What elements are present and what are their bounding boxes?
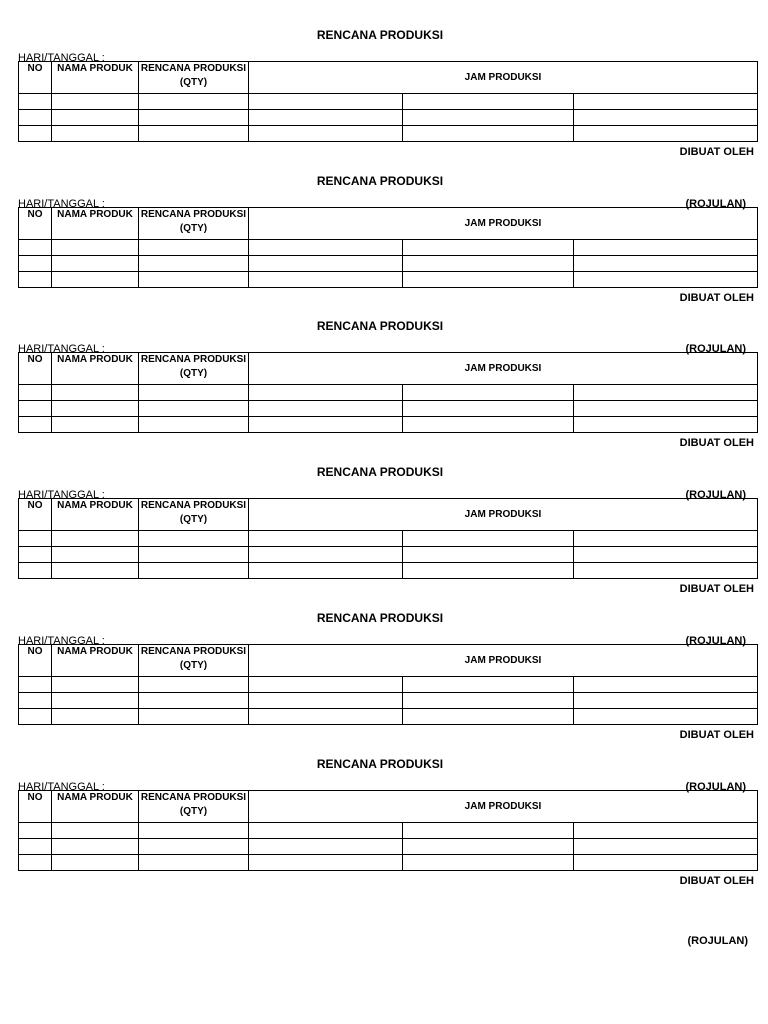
column-header-jam-produksi: JAM PRODUKSI: [249, 791, 758, 823]
production-table: [18, 644, 757, 728]
column-header-nama-produk: NAMA PRODUK: [52, 791, 139, 823]
table-cell[interactable]: [574, 677, 758, 693]
table-cell[interactable]: [139, 126, 249, 142]
table-cell[interactable]: [574, 709, 758, 725]
column-header-jam-produksi: JAM PRODUKSI: [249, 208, 758, 240]
column-header-rencana-qty: RENCANA PRODUKSI (QTY): [139, 499, 249, 531]
section-title: RENCANA PRODUKSI: [316, 611, 444, 625]
table-cell[interactable]: [249, 417, 403, 433]
table-cell[interactable]: [139, 110, 249, 126]
table-cell[interactable]: [52, 677, 139, 693]
table-cell[interactable]: [139, 709, 249, 725]
section-title: RENCANA PRODUKSI: [316, 465, 444, 479]
table-row: [19, 256, 758, 272]
table-row: [19, 693, 758, 709]
table-cell[interactable]: [139, 823, 249, 839]
table-cell[interactable]: [249, 677, 403, 693]
column-header-nama-produk: NAMA PRODUK: [52, 645, 139, 677]
table-cell[interactable]: [139, 839, 249, 855]
rojulan-label: (ROJULAN): [685, 198, 746, 210]
table-cell[interactable]: [139, 677, 249, 693]
table-cell[interactable]: [19, 94, 52, 110]
table-cell[interactable]: [19, 417, 52, 433]
table-cell[interactable]: [249, 401, 403, 417]
column-header-jam-produksi: JAM PRODUKSI: [249, 353, 758, 385]
table-cell[interactable]: [249, 94, 403, 110]
section-title: RENCANA PRODUKSI: [316, 28, 444, 42]
table-cell[interactable]: [403, 256, 574, 272]
column-header-rencana-qty: RENCANA PRODUKSI (QTY): [139, 791, 249, 823]
table-row: [19, 547, 758, 563]
table-cell[interactable]: [574, 823, 758, 839]
table-cell[interactable]: [139, 855, 249, 871]
column-header-jam-produksi: JAM PRODUKSI: [249, 62, 758, 94]
dibuat-oleh-label: DIBUAT OLEH: [679, 146, 754, 158]
table-cell[interactable]: [19, 709, 52, 725]
table-cell[interactable]: [403, 839, 574, 855]
table-cell[interactable]: [139, 256, 249, 272]
table-cell[interactable]: [403, 110, 574, 126]
table-cell[interactable]: [249, 709, 403, 725]
date-label: HARI/TANGGAL :: [18, 489, 105, 501]
production-plan-section: [0, 611, 768, 757]
date-label: HARI/TANGGAL :: [18, 198, 105, 210]
table-cell[interactable]: [52, 401, 139, 417]
table-cell[interactable]: [403, 563, 574, 579]
column-header-nama-produk: NAMA PRODUK: [52, 208, 139, 240]
table-cell[interactable]: [249, 693, 403, 709]
table-row: [19, 126, 758, 142]
table-cell[interactable]: [403, 709, 574, 725]
table-cell[interactable]: [139, 385, 249, 401]
rojulan-label: (ROJULAN): [685, 489, 746, 501]
table-cell[interactable]: [403, 94, 574, 110]
table-row: [19, 839, 758, 855]
table-row: [19, 677, 758, 693]
production-plan-section: [0, 28, 768, 174]
table-cell[interactable]: [52, 823, 139, 839]
column-header-nama-produk: NAMA PRODUK: [52, 353, 139, 385]
table-cell[interactable]: [139, 531, 249, 547]
rojulan-label: (ROJULAN): [685, 343, 746, 355]
table-cell[interactable]: [19, 272, 52, 288]
column-header-rencana-qty: RENCANA PRODUKSI (QTY): [139, 62, 249, 94]
table-cell[interactable]: [403, 272, 574, 288]
table-row: [19, 272, 758, 288]
dibuat-oleh-label: DIBUAT OLEH: [679, 292, 754, 304]
table-cell[interactable]: [249, 272, 403, 288]
table-cell[interactable]: [403, 855, 574, 871]
table-cell[interactable]: [574, 401, 758, 417]
table-cell[interactable]: [19, 839, 52, 855]
table-cell[interactable]: [52, 855, 139, 871]
production-plan-section: [0, 757, 768, 903]
table-cell[interactable]: [52, 256, 139, 272]
table-cell[interactable]: [574, 110, 758, 126]
section-title: RENCANA PRODUKSI: [316, 319, 444, 333]
table-row: [19, 709, 758, 725]
table-cell[interactable]: [574, 256, 758, 272]
table-cell[interactable]: [52, 110, 139, 126]
table-cell[interactable]: [574, 531, 758, 547]
table-cell[interactable]: [52, 547, 139, 563]
date-label: HARI/TANGGAL :: [18, 635, 105, 647]
table-cell[interactable]: [19, 823, 52, 839]
final-rojulan-label: (ROJULAN): [687, 935, 748, 947]
table-cell[interactable]: [19, 547, 52, 563]
table-row: [19, 823, 758, 839]
table-cell[interactable]: [574, 385, 758, 401]
table-cell[interactable]: [574, 240, 758, 256]
table-cell[interactable]: [52, 531, 139, 547]
table-cell[interactable]: [19, 110, 52, 126]
column-header-nama-produk: NAMA PRODUK: [52, 62, 139, 94]
column-header-rencana-qty: RENCANA PRODUKSI (QTY): [139, 645, 249, 677]
date-label: HARI/TANGGAL :: [18, 52, 105, 64]
table-cell[interactable]: [249, 563, 403, 579]
table-cell[interactable]: [19, 401, 52, 417]
column-header-rencana-qty: RENCANA PRODUKSI (QTY): [139, 353, 249, 385]
column-header-no: NO: [19, 645, 52, 677]
table-cell[interactable]: [574, 94, 758, 110]
table-cell[interactable]: [249, 126, 403, 142]
table-row: [19, 563, 758, 579]
production-plan-section: [0, 174, 768, 320]
table-cell[interactable]: [249, 240, 403, 256]
column-header-no: NO: [19, 353, 52, 385]
dibuat-oleh-label: DIBUAT OLEH: [679, 875, 754, 887]
production-table: [18, 790, 757, 874]
table-cell[interactable]: [139, 547, 249, 563]
production-table: [18, 498, 757, 582]
production-table: [18, 207, 757, 291]
table-cell[interactable]: [574, 417, 758, 433]
table-cell[interactable]: [403, 693, 574, 709]
table-cell[interactable]: [19, 126, 52, 142]
column-header-jam-produksi: JAM PRODUKSI: [249, 645, 758, 677]
table-cell[interactable]: [52, 563, 139, 579]
table-row: [19, 240, 758, 256]
table-cell[interactable]: [52, 709, 139, 725]
table-cell[interactable]: [574, 563, 758, 579]
table-cell[interactable]: [139, 240, 249, 256]
column-header-no: NO: [19, 791, 52, 823]
table-cell[interactable]: [574, 272, 758, 288]
production-plan-section: [0, 465, 768, 611]
table-cell[interactable]: [52, 240, 139, 256]
table-cell[interactable]: [52, 693, 139, 709]
table-cell[interactable]: [403, 823, 574, 839]
column-header-no: NO: [19, 62, 52, 94]
dibuat-oleh-label: DIBUAT OLEH: [679, 729, 754, 741]
table-cell[interactable]: [403, 240, 574, 256]
table-cell[interactable]: [19, 693, 52, 709]
table-row: [19, 417, 758, 433]
table-cell[interactable]: [52, 94, 139, 110]
table-cell[interactable]: [249, 839, 403, 855]
table-cell[interactable]: [19, 385, 52, 401]
column-header-jam-produksi: JAM PRODUKSI: [249, 499, 758, 531]
dibuat-oleh-label: DIBUAT OLEH: [679, 583, 754, 595]
date-label: HARI/TANGGAL :: [18, 343, 105, 355]
rojulan-label: (ROJULAN): [685, 635, 746, 647]
table-cell[interactable]: [574, 126, 758, 142]
dibuat-oleh-label: DIBUAT OLEH: [679, 437, 754, 449]
table-cell[interactable]: [403, 547, 574, 563]
table-cell[interactable]: [139, 693, 249, 709]
table-cell[interactable]: [403, 531, 574, 547]
table-cell[interactable]: [52, 385, 139, 401]
table-cell[interactable]: [19, 563, 52, 579]
table-cell[interactable]: [52, 839, 139, 855]
table-row: [19, 855, 758, 871]
table-cell[interactable]: [574, 693, 758, 709]
table-row: [19, 401, 758, 417]
column-header-nama-produk: NAMA PRODUK: [52, 499, 139, 531]
table-row: [19, 531, 758, 547]
table-cell[interactable]: [403, 385, 574, 401]
table-row: [19, 385, 758, 401]
table-cell[interactable]: [574, 855, 758, 871]
table-row: [19, 94, 758, 110]
production-plan-section: [0, 319, 768, 465]
table-cell[interactable]: [249, 855, 403, 871]
table-cell[interactable]: [574, 547, 758, 563]
table-cell[interactable]: [249, 110, 403, 126]
date-label: HARI/TANGGAL :: [18, 781, 105, 793]
section-title: RENCANA PRODUKSI: [316, 757, 444, 771]
table-cell[interactable]: [249, 385, 403, 401]
column-header-rencana-qty: RENCANA PRODUKSI (QTY): [139, 208, 249, 240]
table-cell[interactable]: [249, 531, 403, 547]
table-cell[interactable]: [52, 272, 139, 288]
section-title: RENCANA PRODUKSI: [316, 174, 444, 188]
column-header-no: NO: [19, 499, 52, 531]
production-table: [18, 352, 757, 436]
table-cell[interactable]: [19, 240, 52, 256]
table-row: [19, 110, 758, 126]
table-cell[interactable]: [19, 855, 52, 871]
table-cell[interactable]: [19, 677, 52, 693]
table-cell[interactable]: [403, 126, 574, 142]
table-cell[interactable]: [249, 823, 403, 839]
table-cell[interactable]: [249, 256, 403, 272]
table-cell[interactable]: [139, 417, 249, 433]
table-cell[interactable]: [139, 563, 249, 579]
table-cell[interactable]: [19, 256, 52, 272]
table-cell[interactable]: [139, 272, 249, 288]
table-cell[interactable]: [574, 839, 758, 855]
table-cell[interactable]: [139, 401, 249, 417]
rojulan-label: (ROJULAN): [685, 781, 746, 793]
table-cell[interactable]: [403, 417, 574, 433]
table-cell[interactable]: [19, 531, 52, 547]
column-header-no: NO: [19, 208, 52, 240]
table-cell[interactable]: [249, 547, 403, 563]
production-table: [18, 61, 757, 145]
table-cell[interactable]: [403, 401, 574, 417]
table-cell[interactable]: [139, 94, 249, 110]
table-cell[interactable]: [52, 126, 139, 142]
table-cell[interactable]: [52, 417, 139, 433]
table-cell[interactable]: [403, 677, 574, 693]
